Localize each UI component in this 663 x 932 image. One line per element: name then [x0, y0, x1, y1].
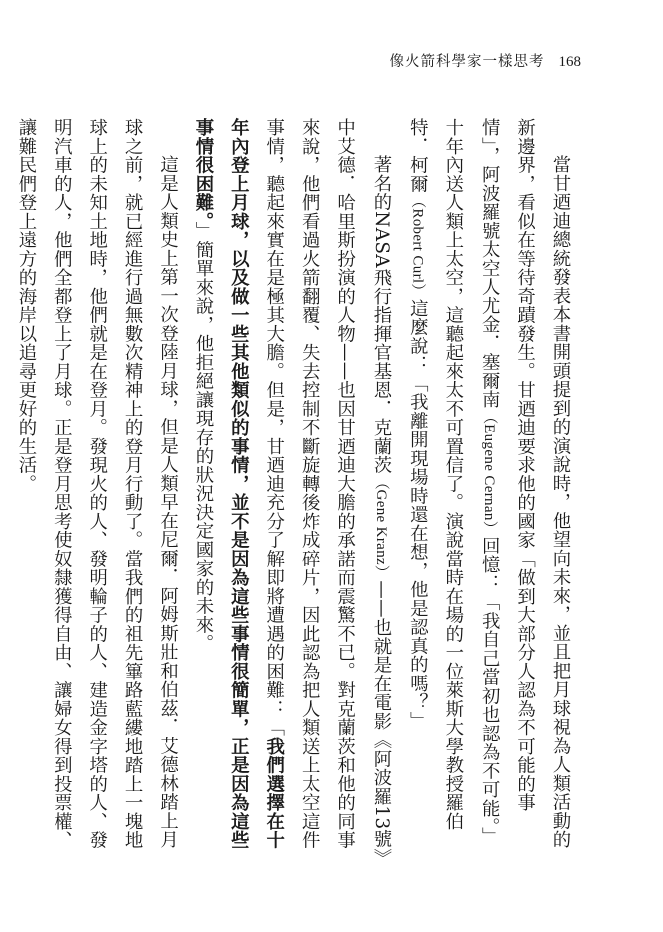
book-title: 像火箭科學家一樣思考	[389, 54, 545, 70]
latin-name-text: （Eugene Cernan）	[481, 408, 498, 537]
latin-name-text: （Gene Kranz）	[372, 473, 389, 581]
emphasized-text: 我們選擇在十年內登上月球，以及做一些其他類似的事情，並不是因為這些事情很簡單，正是因為這些事情很困難。	[192, 118, 285, 850]
page-number: 168	[558, 54, 581, 70]
running-header	[390, 50, 582, 71]
paragraph	[186, 118, 399, 858]
vertical-body-text	[15, 118, 578, 858]
text-run: 」簡單來說，他拒絕讓現存的狀況決定國家的未來。	[192, 221, 214, 653]
text-run: ——也就是在電影《阿波羅13號》中艾德．哈里斯扮演的人物——也因甘迺迪大膽的承諾而震驚不已。對克蘭茨和他的同事來說，他們看過火箭翻覆、失去控制不斷旋轉後炸成碎片，因此認為把人類送上太空這件事情，聽起來實在是極其大膽。但是，甘迺迪充分了解即將遭遇的困難：「	[263, 118, 392, 858]
text-run: 這是人類史上第一次登陸月球，但是人類早在尼爾．阿姆斯壯和伯茲．艾德林踏上月球之前，就已經進行過無數次精神上的登月行動了。當我們的祖先篳路藍縷地踏上一塊地球上的未知土地時，他們就是在登月。發現火的人、發明輪子的人、建造金字塔的人、發明汽車的人，他們全都登上了月球。正是登月思考使奴隸獲得自由、讓婦女得到投票權、讓難民們登上遠方的海岸以追尋更好的生活。	[15, 118, 179, 850]
text-run: 回憶：「我自己當初也認為不可能。」十年內送人類上太空，這聽起來太不可置信了。演說當時在場的一位萊斯大學教授羅伯特．柯爾	[407, 118, 501, 846]
paragraph	[399, 118, 578, 858]
paragraph	[9, 118, 186, 858]
text-run: 著名的NASA飛行指揮官基恩．克蘭茨	[370, 154, 392, 474]
text-run: 當甘迺迪總統發表本書開頭提到的演說時，他望向未來，並且把月球視為人類活動的新邊界，看似在等待奇蹟發生。甘迺迪要求他的國家「做到大部分人認為不可能的事情」，阿波羅號太空人尤金．塞爾南	[479, 118, 571, 849]
text-run: 這麼說：「我離開現場時還在想，他是認真的嗎？」	[407, 298, 429, 731]
latin-name-text: （Robert Curl）	[409, 193, 426, 299]
